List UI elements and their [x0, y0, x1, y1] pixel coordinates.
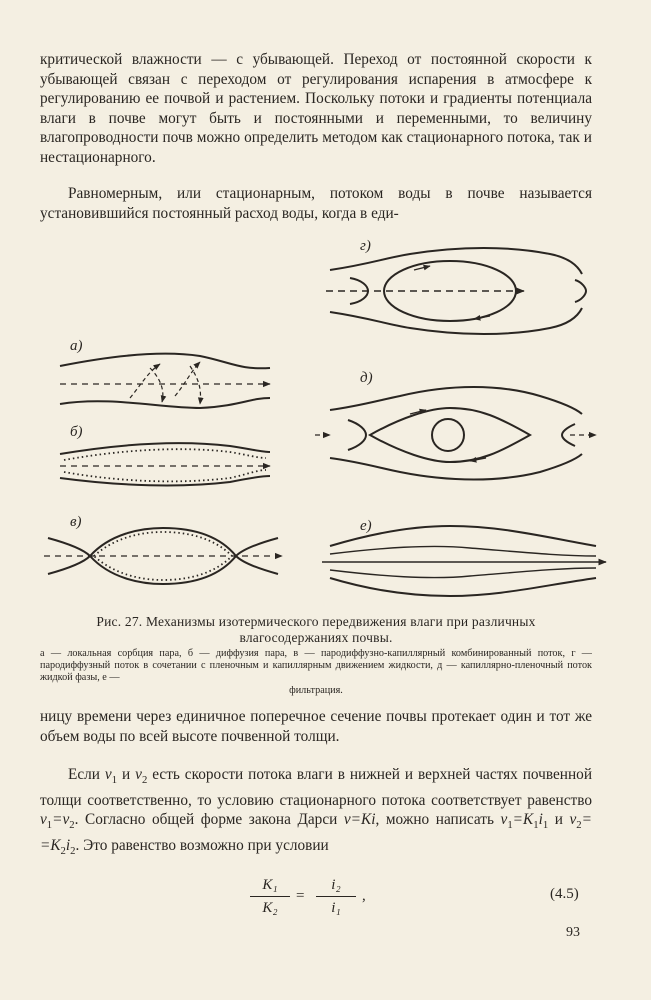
fraction-i	[316, 876, 356, 917]
legend-last: фильтрация.	[289, 684, 343, 696]
caption-line-2: влагосодержаниях почвы.	[239, 630, 393, 645]
equation-number: (4.5)	[550, 886, 579, 902]
caption-line-1: Рис. 27. Механизмы изотермического передвижения влаги при различных	[96, 614, 536, 629]
paragraph-continued: ницу времени через единичное поперечное сечение почвы протекает один и тот же объем воды по всей высоте почвенной толщи.	[40, 708, 592, 745]
panel-v-diagram	[44, 528, 282, 584]
panel-label-g: г)	[360, 238, 371, 254]
figure-legend	[40, 648, 592, 697]
figure-27-drawing	[30, 238, 620, 618]
panel-label-a: а)	[70, 338, 83, 354]
panel-g-diagram	[326, 248, 586, 334]
panel-label-v: в)	[70, 514, 82, 530]
paragraph-stationary-flow: Равномерным, или стационарным, потоком воды в почве называется установившийся постоянный расход воды, когда в еди-	[40, 185, 592, 222]
fraction-k	[250, 876, 290, 917]
equation-comma: ,	[362, 888, 366, 904]
page-number: 93	[566, 925, 580, 940]
equation-4-5	[250, 876, 450, 924]
panel-label-d: д)	[360, 370, 373, 386]
numerator-i2: i₂	[331, 877, 341, 893]
panel-label-e: е)	[360, 518, 372, 534]
panel-a-diagram	[60, 354, 270, 408]
numerator-k1: K₁	[262, 877, 278, 893]
panel-label-b: б)	[70, 424, 83, 440]
paragraph-top: критической влажности — с убывающей. Переход от постоянной скорости к убывающей связан с переходом от регулирования испарения в атмосфере к регулированию ее почвой и растением. Поскольку потоки и градиенты потенциала влаги в почве могут быть и постоянными и переменными, то величину влагопроводности почв можно определить методом как стационарного потока, так и нестационарного.	[40, 51, 592, 166]
paragraph-darcy: Если $v_1$ и $v_2$ есть скорости потока влаги в нижней и верхней частях почвенной толщи соответственно, то условию стационарного потока соответствует равенство $v_1=v_2$. Согласно общей форме закона Дарси v=Ki, можно написать $v_1=K_1i_1$ и $v_2= =K_2i_2$. Это равенство возможно при условии	[40, 766, 592, 857]
panel-e-diagram	[322, 526, 606, 596]
denominator-i1: i₁	[331, 900, 341, 916]
legend-text: а — локальная сорбция пара, б — диффузия пара, в — пародиффузно-капиллярный комбинированный поток, г — пародиффузный поток в сочетании с пленочным и капиллярным движением жидкости, д — капиллярно-пленочный поток жидкой фазы, е —	[40, 648, 592, 684]
denominator-k2: K₂	[262, 900, 278, 916]
figure-27	[30, 238, 620, 618]
panel-b-diagram	[60, 443, 270, 485]
figure-caption	[40, 614, 592, 646]
equals-sign: =	[296, 888, 305, 904]
panel-d-diagram	[315, 387, 596, 480]
